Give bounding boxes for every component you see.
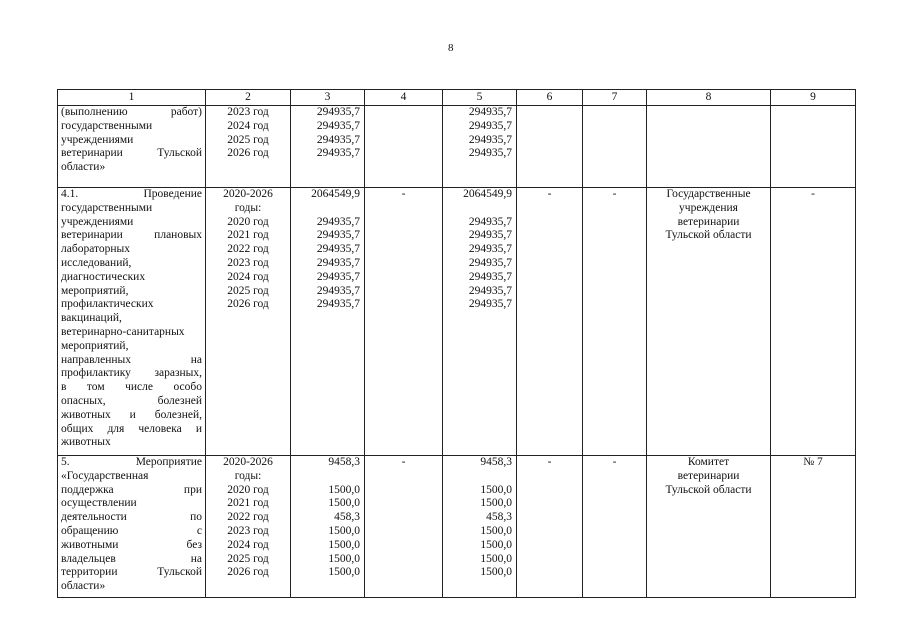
cell-line: в том числе особо <box>61 381 202 394</box>
column-header: 8 <box>647 90 771 106</box>
cell-line: годы: <box>234 469 262 482</box>
period-cell <box>206 456 291 598</box>
cell-line: годы: <box>234 201 262 214</box>
cell-line: животными без <box>61 538 202 551</box>
cell-line: 294935,7 <box>468 243 512 256</box>
federal-budget-cell <box>365 188 443 456</box>
cell-line: (выполнению работ) <box>61 106 202 118</box>
cell-line: учреждениями <box>61 215 134 228</box>
cell-line: Тульской области <box>665 229 752 242</box>
indicator-cell-text: № 7 <box>803 456 823 468</box>
cell-line: 2021 год <box>227 497 269 510</box>
cell-line: диагностических <box>61 270 146 283</box>
column-header: 4 <box>365 90 443 106</box>
cell-line: 2023 год <box>227 106 269 118</box>
cell-line: 1500,0 <box>328 552 360 565</box>
cell-line: ветеринарии <box>677 215 740 228</box>
cell-line: поддержка при <box>61 483 202 496</box>
cell-line: обращению с <box>61 524 202 537</box>
cell-line: мероприятий, <box>61 284 129 297</box>
cell-line: учреждения <box>679 201 738 214</box>
column-header: 6 <box>517 90 583 106</box>
local-budget-cell-text: - <box>547 188 552 200</box>
cell-line: 458,3 <box>334 511 360 524</box>
cell-line: 1500,0 <box>480 497 512 510</box>
indicator-cell <box>771 106 856 188</box>
cell-line: 1500,0 <box>328 524 360 537</box>
cell-line: профилактику заразных, <box>61 367 202 380</box>
cell-line: 2026 год <box>227 298 269 311</box>
cell-line: 2026 год <box>227 147 269 160</box>
extrabudget-cell-text: - <box>612 456 617 468</box>
cell-line: территории Тульской <box>61 566 202 579</box>
regional-budget-cell <box>443 188 517 456</box>
cell-line: 2020-2026 <box>223 188 273 200</box>
federal-budget-cell-text: - <box>401 188 406 200</box>
cell-line: осуществлении <box>61 497 137 510</box>
cell-line: 294935,7 <box>468 106 512 118</box>
activity-name-cell <box>58 188 206 456</box>
cell-line: мероприятий, <box>61 339 129 352</box>
cell-line: 1500,0 <box>328 538 360 551</box>
cell-line: деятельности по <box>61 511 202 524</box>
cell-line: 2020-2026 <box>223 456 273 468</box>
executor-cell <box>647 188 771 456</box>
table-row <box>58 456 856 598</box>
total-amount-cell <box>291 456 365 598</box>
indicator-cell-text: - <box>811 188 815 200</box>
indicator-cell <box>771 188 856 456</box>
local-budget-cell <box>517 188 583 456</box>
cell-line: 9458,3 <box>480 456 512 468</box>
local-budget-cell <box>517 106 583 188</box>
cell-line: ветеринарии <box>677 469 740 482</box>
cell-line: Комитет <box>687 456 730 468</box>
program-table <box>57 89 856 598</box>
column-header: 1 <box>58 90 206 106</box>
cell-line: 9458,3 <box>328 456 360 468</box>
table-row <box>58 106 856 188</box>
extrabudget-cell <box>583 188 647 456</box>
cell-line <box>294 470 360 484</box>
table-body <box>58 106 856 598</box>
cell-line: 1500,0 <box>480 538 512 551</box>
page-number: 8 <box>448 42 454 54</box>
cell-line: 294935,7 <box>468 284 512 297</box>
regional-budget-cell <box>443 456 517 598</box>
cell-line: 294935,7 <box>468 270 512 283</box>
federal-budget-cell <box>365 456 443 598</box>
cell-line: 2026 год <box>227 566 269 579</box>
activity-name-cell <box>58 106 206 188</box>
cell-line: ветеринарии плановых <box>61 229 202 242</box>
cell-line: 294935,7 <box>468 256 512 269</box>
cell-line: 4.1. Проведение <box>61 188 202 200</box>
cell-line: области» <box>61 580 106 593</box>
cell-line: 2023 год <box>227 524 269 537</box>
cell-line: 294935,7 <box>316 270 360 283</box>
executor-cell <box>647 456 771 598</box>
cell-line: 1500,0 <box>480 483 512 496</box>
cell-line: исследований, <box>61 256 132 269</box>
local-budget-cell <box>517 456 583 598</box>
cell-line: 2024 год <box>227 270 269 283</box>
cell-line: 294935,7 <box>316 133 360 146</box>
cell-line: 294935,7 <box>468 229 512 242</box>
column-header: 2 <box>206 90 291 106</box>
cell-line: опасных, болезней <box>61 394 202 407</box>
cell-line: 294935,7 <box>468 119 512 132</box>
cell-line: государственными <box>61 201 153 214</box>
total-amount-cell <box>291 188 365 456</box>
cell-line <box>446 470 512 484</box>
federal-budget-cell-text: - <box>401 456 406 468</box>
cell-line: 2025 год <box>227 552 269 565</box>
cell-line: государственными <box>61 119 153 132</box>
cell-line: 294935,7 <box>316 147 360 160</box>
cell-line: 2064549,9 <box>463 188 512 200</box>
cell-line: 2021 год <box>227 229 269 242</box>
cell-line <box>446 202 512 216</box>
cell-line: общих для человека и <box>61 422 202 435</box>
cell-line: 294935,7 <box>316 119 360 132</box>
cell-line: 294935,7 <box>316 215 360 228</box>
extrabudget-cell-text: - <box>612 188 617 200</box>
cell-line: вакцинаций, <box>61 312 122 325</box>
cell-line: 1500,0 <box>480 552 512 565</box>
column-header: 3 <box>291 90 365 106</box>
executor-cell <box>647 106 771 188</box>
cell-line: 294935,7 <box>468 147 512 160</box>
cell-line: 2023 год <box>227 256 269 269</box>
cell-line: 1500,0 <box>480 524 512 537</box>
cell-line: 294935,7 <box>468 133 512 146</box>
federal-budget-cell <box>365 106 443 188</box>
extrabudget-cell <box>583 456 647 598</box>
cell-line: 1500,0 <box>328 566 360 579</box>
cell-line: ветеринарии Тульской <box>61 147 202 160</box>
cell-line: 1500,0 <box>480 566 512 579</box>
cell-line: животных <box>61 436 111 449</box>
cell-line: 2020 год <box>227 483 269 496</box>
extrabudget-cell <box>583 106 647 188</box>
cell-line: 294935,7 <box>316 229 360 242</box>
cell-line: 2025 год <box>227 133 269 146</box>
cell-line: Государственные <box>666 188 751 200</box>
cell-line: 294935,7 <box>468 298 512 311</box>
cell-line: владельцев на <box>61 552 202 565</box>
column-number-row <box>58 90 856 106</box>
cell-line: лабораторных <box>61 243 131 256</box>
cell-line: области» <box>61 161 106 174</box>
activity-name-cell <box>58 456 206 598</box>
cell-line: учреждениями <box>61 133 134 146</box>
cell-line: 294935,7 <box>316 256 360 269</box>
cell-line: профилактических <box>61 298 154 311</box>
period-cell <box>206 188 291 456</box>
cell-line: направленных на <box>61 353 202 366</box>
cell-line: 294935,7 <box>316 298 360 311</box>
period-cell <box>206 106 291 188</box>
cell-line: «Государственная <box>61 469 149 482</box>
cell-line: 1500,0 <box>328 483 360 496</box>
cell-line: 5. Мероприятие <box>61 456 202 468</box>
total-amount-cell <box>291 106 365 188</box>
cell-line: Тульской области <box>665 483 752 496</box>
cell-line: 458,3 <box>486 511 512 524</box>
cell-line: 294935,7 <box>468 215 512 228</box>
cell-line: животных и болезней, <box>61 408 202 421</box>
regional-budget-cell <box>443 106 517 188</box>
cell-line: 2064549,9 <box>311 188 360 200</box>
cell-line: 294935,7 <box>316 243 360 256</box>
cell-line: 2024 год <box>227 119 269 132</box>
cell-line <box>294 202 360 216</box>
cell-line: 2022 год <box>227 511 269 524</box>
table-row <box>58 188 856 456</box>
cell-line: 294935,7 <box>316 284 360 297</box>
column-header: 9 <box>771 90 856 106</box>
cell-line: 2025 год <box>227 284 269 297</box>
column-header: 7 <box>583 90 647 106</box>
cell-line: 2022 год <box>227 243 269 256</box>
indicator-cell <box>771 456 856 598</box>
cell-line: 2024 год <box>227 538 269 551</box>
cell-line: 294935,7 <box>316 106 360 118</box>
cell-line: ветеринарно-санитарных <box>61 325 185 338</box>
cell-line: 2020 год <box>227 215 269 228</box>
cell-line: 1500,0 <box>328 497 360 510</box>
local-budget-cell-text: - <box>547 456 552 468</box>
column-header: 5 <box>443 90 517 106</box>
